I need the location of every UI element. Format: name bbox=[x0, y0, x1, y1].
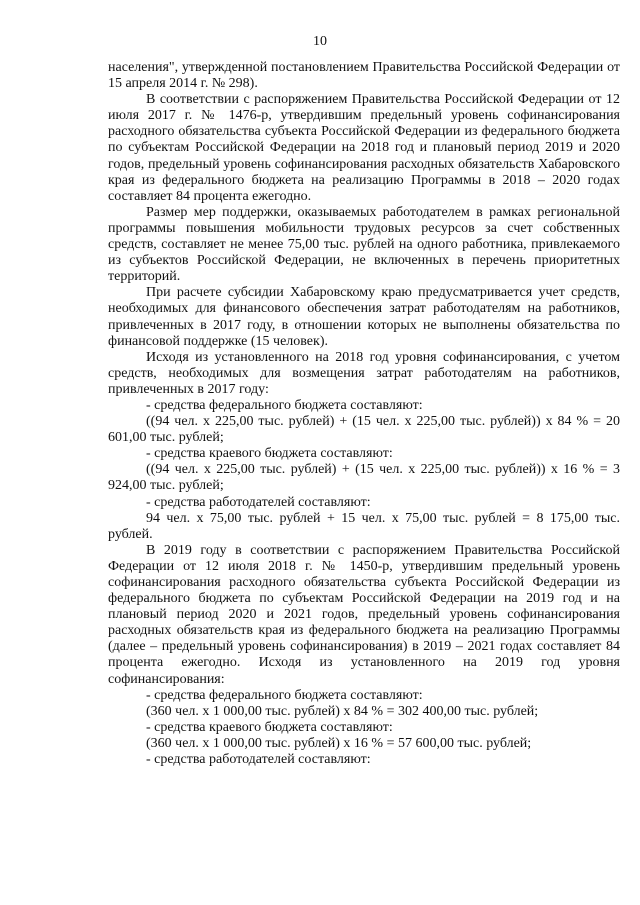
list-item: - средства федерального бюджета составляют: bbox=[146, 687, 423, 703]
paragraph: населения", утвержденной постановлением Правительства Российской Федерации от 15 апреля 2014 г. № 298). bbox=[108, 60, 620, 92]
list-item: - средства федерального бюджета составляют: bbox=[146, 397, 423, 413]
formula-line: (360 чел. х 1 000,00 тыс. рублей) х 84 % = 302 400,00 тыс. рублей; bbox=[146, 703, 539, 719]
paragraph: В соответствии с распоряжением Правительства Российской Федерации от 12 июля 2017 г. № 1476-р, утвердившим предельный уровень софинансирования расходного обязательства субъекта Российской Федерации из федерального бюджета по субъектам Российской Федерации на 2018 год и плановый период 2019 и 2020 годов, предельный уровень софинансирования расходных обязательств Хабаровского края из федерального бюджета на реализацию Программы в 2018 – 2020 годах составляет 84 процента ежегодно. bbox=[108, 92, 620, 204]
formula-line: ((94 чел. х 225,00 тыс. рублей) + (15 чел. х 225,00 тыс. рублей)) х 16 % = 3 924,00 тыс. рублей; bbox=[108, 462, 620, 494]
formula-line: 94 чел. х 75,00 тыс. рублей + 15 чел. х 75,00 тыс. рублей = 8 175,00 тыс. рублей. bbox=[108, 510, 620, 542]
formula-line: ((94 чел. х 225,00 тыс. рублей) + (15 чел. х 225,00 тыс. рублей)) х 84 % = 20 601,00 тыс. рублей; bbox=[108, 414, 620, 446]
formula-line: (360 чел. х 1 000,00 тыс. рублей) х 16 % = 57 600,00 тыс. рублей; bbox=[146, 735, 532, 751]
paragraph: Исходя из установленного на 2018 год уровня софинансирования, с учетом средств, необходимых для возмещения затрат работодателям на работников, привлеченных в 2017 году: bbox=[108, 349, 620, 397]
list-item: - средства работодателей составляют: bbox=[146, 494, 371, 510]
list-item: - средства краевого бюджета составляют: bbox=[146, 719, 393, 735]
paragraph: В 2019 году в соответствии с распоряжением Правительства Российской Федерации от 12 июля 2018 г. № 1450-р, утвердившим предельный уровень софинансирования расходного обязательства субъекта Российской Федерации из федерального бюджета по субъектам Российской Федерации на 2019 год и на плановый период 2020 и 2021 годов, предельный уровень софинансирования расходных обязательств края из федерального бюджета на реализацию Программы (далее – предельный уровень софинансирования) в 2019 – 2021 годах составляет 84 процента ежегодно. Исходя из установленного на 2019 год уровня софинансирования: bbox=[108, 542, 620, 687]
paragraph: При расчете субсидии Хабаровскому краю предусматривается учет средств, необходимых для финансового обеспечения затрат работодателям на работников, привлеченных в 2017 году, в отношении которых не выполнены обязательства по финансовой поддержке (15 человек). bbox=[108, 285, 620, 349]
list-item: - средства краевого бюджета составляют: bbox=[146, 446, 393, 462]
paragraph: Размер мер поддержки, оказываемых работодателем в рамках региональной программы повышения мобильности трудовых ресурсов за счет собственных средств, составляет не менее 75,00 тыс. рублей на одного работника, привлекаемого из субъектов Российской Федерации, не включенных в перечень приоритетных территорий. bbox=[108, 204, 620, 285]
page-number: 10 bbox=[313, 34, 327, 49]
list-item: - средства работодателей составляют: bbox=[146, 752, 371, 768]
document-body bbox=[108, 60, 620, 768]
